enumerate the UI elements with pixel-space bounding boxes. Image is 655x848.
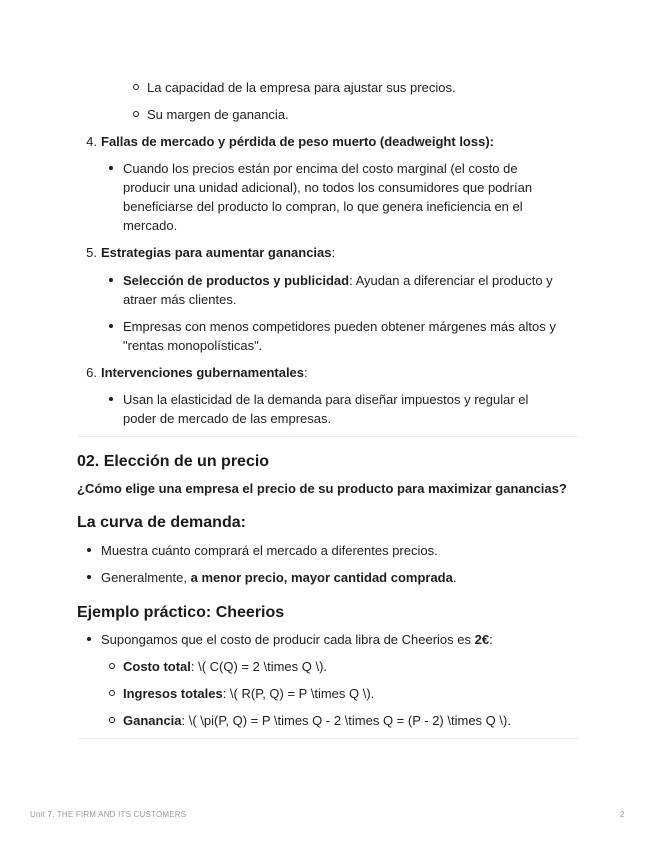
divider	[78, 436, 579, 437]
bullet-line: beneficiarse del producto lo compran, lo que genera ineficiencia en el	[123, 199, 523, 214]
formula-text: : \( \pi(P, Q) = P \times Q - 2 \times Q = (P - 2) \times Q \).	[181, 713, 511, 728]
bullet-line: Empresas con menos competidores pueden obtener márgenes más altos y	[123, 319, 556, 334]
bold-term: a menor precio, mayor cantidad comprada	[190, 570, 453, 585]
bold-term: Selección de productos y publicidad	[123, 273, 350, 288]
bold-term: Ganancia	[123, 713, 182, 728]
bullet-line: Usan la elasticidad de la demanda para diseñar impuestos y regular el	[123, 392, 529, 407]
example-heading: Ejemplo práctico: Cheerios	[77, 604, 285, 621]
sub-bullet: Su margen de ganancia.	[147, 107, 289, 122]
section-heading: 02. Elección de un precio	[77, 453, 270, 470]
bullet-line	[101, 630, 493, 649]
bullet-text: :	[489, 632, 493, 647]
list-item-colon: :	[304, 365, 308, 380]
sub-bullet	[123, 684, 374, 703]
list-item-title: Estrategias para aumentar ganancias	[101, 245, 332, 260]
bullet-line: producir una unidad adicional), no todos los consumidores que podrían	[123, 180, 533, 195]
bullet-text: Supongamos que el costo de producir cada libra de Cheerios es	[101, 632, 475, 647]
bold-term: Costo total	[123, 659, 191, 674]
bullet-text: .	[452, 570, 457, 585]
bullet-line	[123, 271, 553, 290]
bullet-text: : Ayudan a diferenciar el producto y	[349, 273, 553, 288]
list-number: 6.	[86, 365, 97, 380]
bullet-line: Muestra cuánto comprará el mercado a diferentes precios.	[101, 543, 438, 558]
list-item-colon: :	[331, 245, 336, 260]
page-number: 2	[620, 810, 625, 819]
list-item-6	[86, 363, 308, 382]
footer-unit-title: Unit 7. THE FIRM AND ITS CUSTOMERS	[30, 810, 187, 819]
formula-text: : \( R(P, Q) = P \times Q \).	[222, 686, 375, 701]
bold-term: Ingresos totales	[123, 686, 223, 701]
bullet-line: mercado.	[123, 218, 178, 233]
list-item-title: Fallas de mercado y pérdida de peso muerto (deadweight loss)	[101, 134, 490, 149]
formula-text: : \( C(Q) = 2 \times Q \).	[190, 659, 328, 674]
list-item-colon: :	[489, 134, 494, 149]
sub-bullet	[123, 657, 327, 676]
demand-heading: La curva de demanda:	[77, 514, 246, 531]
list-item-4	[86, 132, 494, 151]
bold-term: 2€	[474, 632, 490, 647]
bullet-line: Cuando los precios están por encima del costo marginal (el costo de	[123, 161, 518, 176]
list-number: 4.	[86, 134, 97, 149]
bullet-line: "rentas monopolísticas".	[123, 338, 263, 353]
list-number: 5.	[86, 245, 97, 260]
bullet-line: atraer más clientes.	[123, 292, 237, 307]
section-question	[77, 479, 567, 498]
sub-bullet: La capacidad de la empresa para ajustar sus precios.	[147, 80, 456, 95]
bullet-text: Generalmente,	[101, 570, 191, 585]
bullet-line: poder de mercado de las empresas.	[123, 411, 332, 426]
sub-bullet	[123, 711, 511, 730]
divider	[78, 738, 579, 739]
bullet-line	[101, 568, 456, 587]
list-item-5	[86, 243, 336, 262]
list-item-title: Intervenciones gubernamentales	[101, 365, 305, 380]
question-text: ¿Cómo elige una empresa el precio de su producto para maximizar ganancias?	[77, 481, 567, 496]
